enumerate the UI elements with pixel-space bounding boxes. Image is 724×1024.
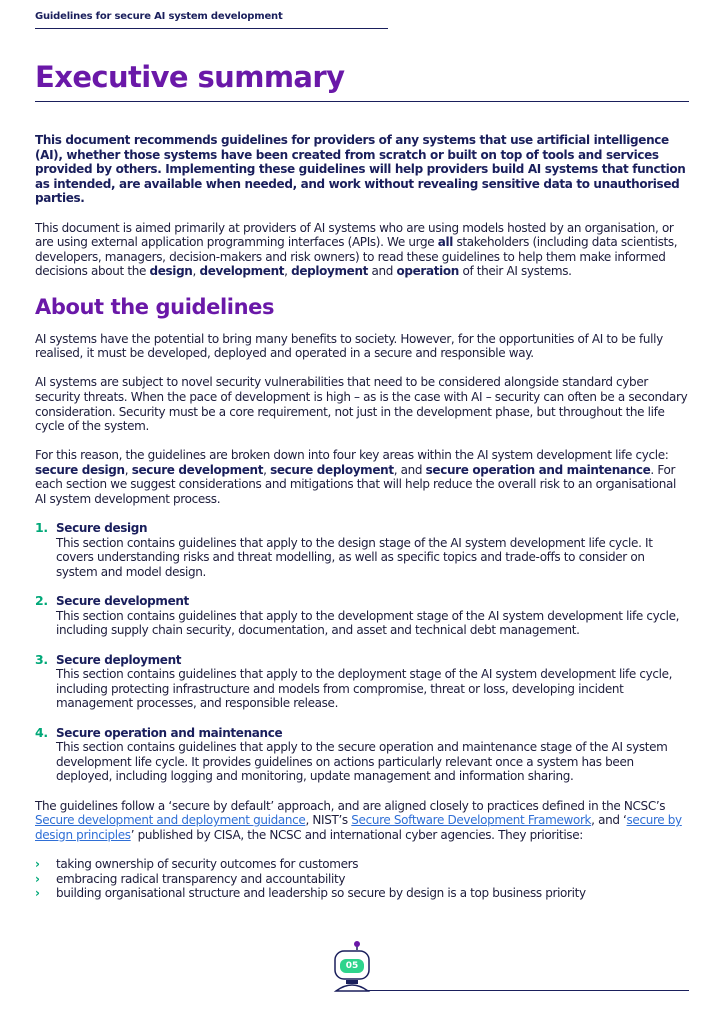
emphasis-operation: operation xyxy=(396,264,459,279)
list-item: › building organisational structure and leadership so secure by design is a top business priority xyxy=(35,886,586,901)
list-item: › taking ownership of security outcomes for customers xyxy=(35,856,359,871)
list-item-title: Secure design xyxy=(56,521,148,536)
key-area-secure-operation: secure operation and maintenance xyxy=(425,462,651,477)
list-item-title: Secure deployment xyxy=(56,652,182,667)
list-number: 4. xyxy=(35,724,48,740)
list-item-text: This section contains guidelines that apply to the development stage of the AI system development life cycle, including supply chain security, documentation, and asset and technical debt management. xyxy=(56,608,680,638)
page-number: 05 xyxy=(340,959,364,973)
page-title: Executive summary xyxy=(35,60,345,94)
list-item: › embracing radical transparency and accountability xyxy=(35,871,346,886)
priorities-list xyxy=(35,857,689,901)
secure-by-design-link[interactable]: secure by design principles xyxy=(35,813,682,842)
list-number: 3. xyxy=(35,651,48,667)
intro-paragraph: This document recommends guidelines for providers of any systems that use artificial intelligence (AI), whether those systems have been created from scratch or built on top of tools and services provided by others. Implementing these guidelines will help providers build AI systems that function as intended, are available when needed, and work without revealing sensitive data to unauthorised parties. xyxy=(35,133,686,206)
section-heading-about: About the guidelines xyxy=(35,294,275,319)
ncsc-guidance-link[interactable]: Secure development and deployment guidance xyxy=(35,813,306,828)
list-item-text: This section contains guidelines that apply to the deployment stage of the AI system development life cycle, including protecting infrastructure and models from compromise, threat or loss, developing incident management processes, and responsible release. xyxy=(56,667,673,711)
key-area-secure-design: secure design xyxy=(35,462,125,477)
key-area-secure-deployment: secure deployment xyxy=(270,462,394,477)
key-area-secure-development: secure development xyxy=(131,462,264,477)
emphasis-design: design xyxy=(149,264,193,279)
main-content xyxy=(35,133,689,901)
emphasis-development: development xyxy=(199,264,285,279)
about-paragraph-3: For this reason, the guidelines are broken down into four key areas within the AI system development life cycle: secure design, secure development, secure deployment, and secure operation and maintenance. For each section we suggest considerations and mitigations that will help reduce the overall risk to an organisational AI system development process. xyxy=(35,448,677,507)
running-header: Guidelines for secure AI system development xyxy=(35,11,283,22)
nist-ssdf-link[interactable]: Secure Software Development Framework xyxy=(351,813,592,828)
footer-divider xyxy=(368,990,689,991)
header-divider xyxy=(35,28,388,29)
list-number: 1. xyxy=(35,520,48,536)
list-item-text: This section contains guidelines that apply to the secure operation and maintenance stage of the AI system development life cycle. It provides guidelines on actions particularly relevant once a system has been deployed, including logging and monitoring, update management and information sharing. xyxy=(56,740,668,784)
chevron-right-icon: › xyxy=(35,886,40,901)
list-item-title: Secure operation and maintenance xyxy=(56,725,283,740)
key-areas-list xyxy=(35,521,689,784)
list-item-text: This section contains guidelines that apply to the design stage of the AI system development life cycle. It covers understanding risks and threat modelling, as well as specific topics and trade-offs to consider on system and model design. xyxy=(56,535,653,580)
list-item-title: Secure development xyxy=(56,594,189,609)
list-item xyxy=(35,726,689,784)
list-item xyxy=(35,653,689,711)
about-paragraph-1: AI systems have the potential to bring many benefits to society. However, for the opportunities of AI to be fully realised, it must be developed, deployed and operated in a secure and responsible way. xyxy=(35,331,663,361)
closing-paragraph: The guidelines follow a ‘secure by default’ approach, and are aligned closely to practices defined in the NCSC’s Secure development and deployment guidance, NIST’s Secure Software Development Framework, and ‘secure by design principles’ published by CISA, the NCSC and international cyber agencies. They prioritise: xyxy=(35,798,682,842)
list-number: 2. xyxy=(35,593,48,609)
emphasis-all: all xyxy=(437,235,454,250)
about-paragraph-2: AI systems are subject to novel security vulnerabilities that need to be considered alongside standard cyber security threats. When the pace of development is high – as is the case with AI – security can often be a secondary consideration. Security must be a core requirement, not just in the development phase, but throughout the life cycle of the system. xyxy=(35,375,688,434)
chevron-right-icon: › xyxy=(35,856,40,871)
title-divider xyxy=(35,101,689,102)
emphasis-deployment: deployment xyxy=(291,264,369,279)
list-item xyxy=(35,521,689,579)
list-item xyxy=(35,594,689,638)
chevron-right-icon: › xyxy=(35,871,40,886)
audience-paragraph: This document is aimed primarily at providers of AI systems who are using models hosted by an organisation, or are using external application programming interfaces (APIs). We urge all stakeholders (including data scientists, developers, managers, decision-makers and risk owners) to read these guidelines to help them make informed decisions about the design, development, deployment and operation of their AI systems. xyxy=(35,220,678,279)
